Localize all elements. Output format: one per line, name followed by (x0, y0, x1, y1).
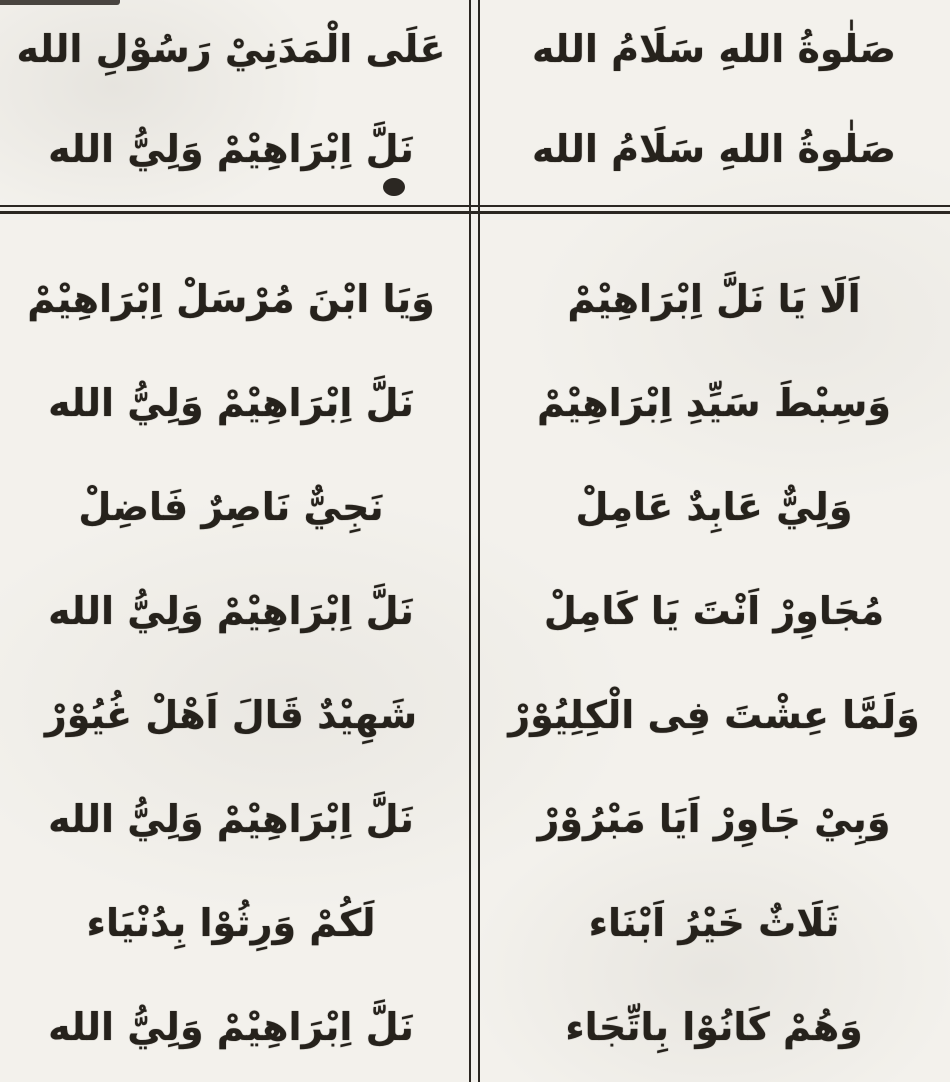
couplet-row (0, 768, 950, 872)
hemistich-right: صَلٰوةُ اللهِ سَلَامُ الله (532, 27, 896, 72)
horizontal-double-rule (0, 205, 950, 214)
couplet-row (0, 0, 950, 100)
couplet-row (0, 100, 950, 200)
hemistich-right: اَلَا يَا نَلَّ اِبْرَاهِيْمْ (567, 277, 861, 322)
couplet-row (0, 560, 950, 664)
hemistich-right: ثَلَاثٌ خَيْرُ اَبْنَاء (588, 901, 840, 946)
couplet-row (0, 976, 950, 1080)
hemistich-left: نَلَّ اِبْرَاهِيْمْ وَلِيُّ الله (48, 127, 414, 172)
hemistich-right: وَبِيْ جَاوِرْ اَيَا مَبْرُوْرْ (537, 797, 891, 842)
hemistich-left: نَلَّ اِبْرَاهِيْمْ وَلِيُّ الله (48, 797, 414, 842)
hemistich-right: وَلَمَّا عِشْتَ فِى الْكِلِيُوْرْ (508, 693, 920, 738)
hemistich-right: وَهُمْ كَانُوْا بِاتِّجَاء (565, 1005, 863, 1050)
hemistich-left: لَكُمْ وَرِثُوْا بِدُنْيَاء (86, 901, 376, 946)
couplet-row (0, 248, 950, 352)
hemistich-left: شَهِيْدٌ قَالَ اَهْلْ غُيُوْرْ (44, 693, 418, 738)
couplet-row (0, 456, 950, 560)
hemistich-left: نَلَّ اِبْرَاهِيْمْ وَلِيُّ الله (48, 589, 414, 634)
hemistich-left: وَيَا ابْنَ مُرْسَلْ اِبْرَاهِيْمْ (27, 277, 435, 322)
hemistich-right: وَلِيٌّ عَابِدٌ عَامِلْ (575, 485, 853, 530)
refrain-section (0, 0, 950, 200)
couplet-row (0, 664, 950, 768)
verses-section (0, 248, 950, 1080)
hemistich-left: عَلَى الْمَدَنِيْ رَسُوْلِ الله (16, 27, 446, 72)
couplet-row (0, 872, 950, 976)
hemistich-right: مُجَاوِرْ اَنْتَ يَا كَامِلْ (543, 589, 885, 634)
hemistich-left: نَلَّ اِبْرَاهِيْمْ وَلِيُّ الله (48, 1005, 414, 1050)
hemistich-right: وَسِبْطَ سَيِّدِ اِبْرَاهِيْمْ (536, 381, 892, 426)
hemistich-right: صَلٰوةُ اللهِ سَلَامُ الله (532, 127, 896, 172)
hemistich-left: نَجِيٌّ نَاصِرٌ فَاضِلْ (78, 485, 384, 530)
hemistich-left: نَلَّ اِبْرَاهِيْمْ وَلِيُّ الله (48, 381, 414, 426)
couplet-row (0, 352, 950, 456)
